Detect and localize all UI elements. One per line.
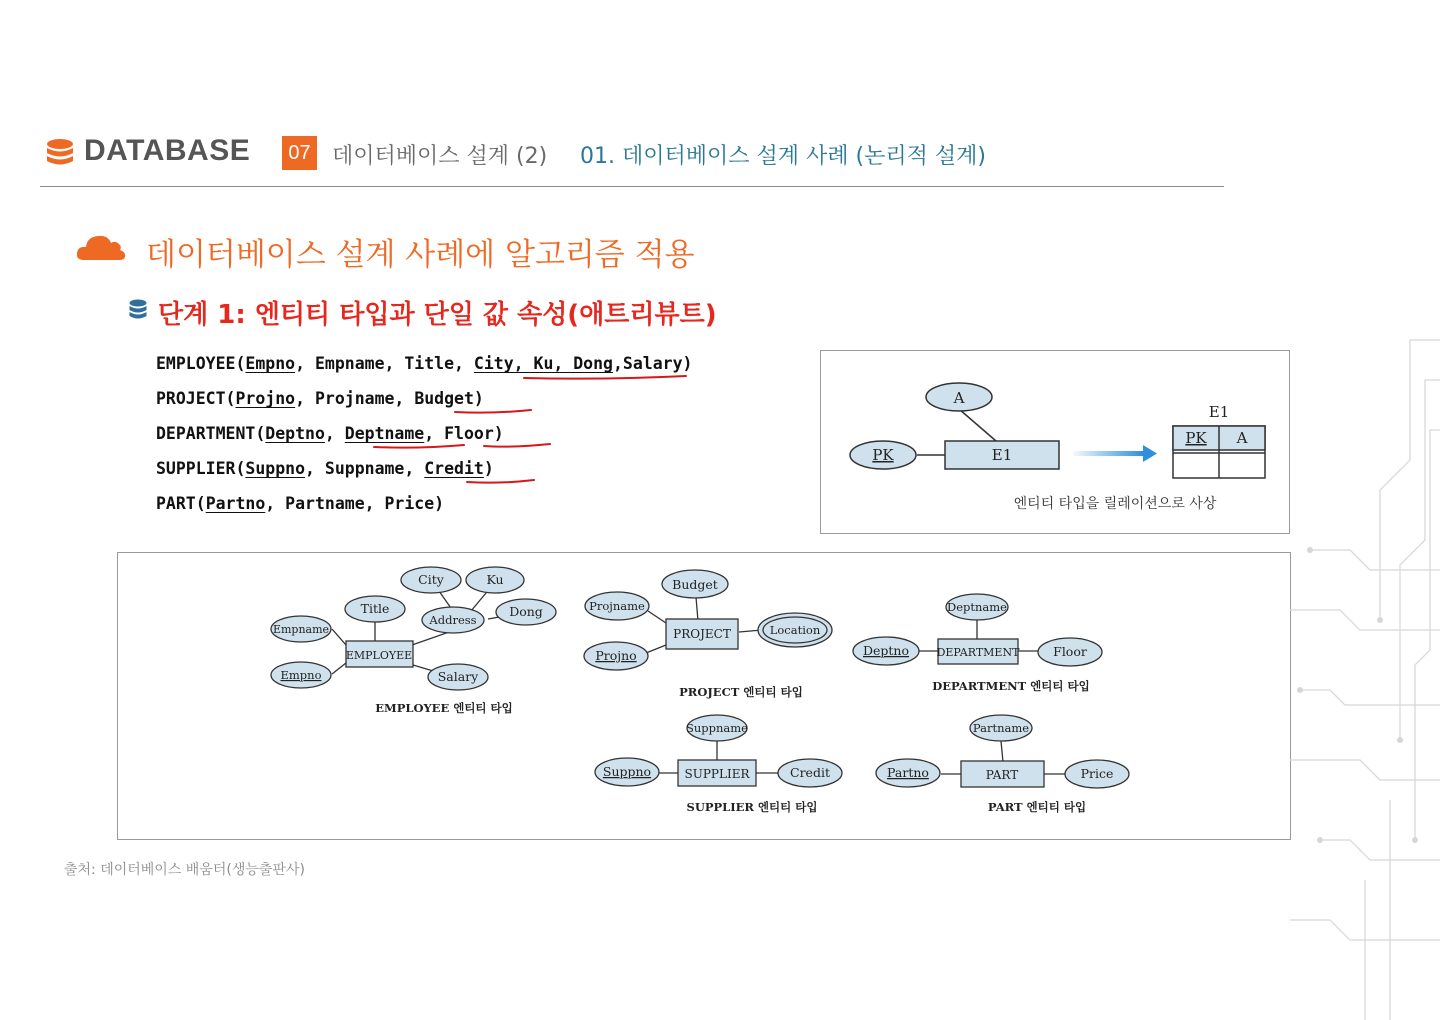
attr-floor-label: Floor (1053, 644, 1087, 659)
er-diagram-figure (117, 552, 1291, 840)
primary-key: Suppno (245, 459, 306, 478)
red-mark-budget (455, 410, 531, 413)
attr-dong-label: Dong (509, 604, 543, 619)
database-icon (44, 138, 76, 170)
attr-deptno-label: Deptno (862, 643, 910, 658)
sub-heading: 단계 1: 엔티티 타입과 단일 값 속성(애트리뷰트) (158, 300, 717, 330)
relation-supplier: SUPPLIER(Suppno, Suppname, Credit) (156, 459, 494, 478)
attr-title-label: Title (360, 601, 390, 616)
source-citation: 출처: 데이터베이스 배움터(생능출판사) (64, 862, 305, 878)
attr-credit-label: Credit (790, 765, 830, 780)
primary-key: Empno (245, 354, 296, 373)
marked-attributes: City, Ku, Dong (473, 354, 613, 373)
red-mark-city (524, 376, 686, 379)
entity-project-label: PROJECT (673, 627, 731, 641)
attr-empno-label: Empno (280, 668, 322, 682)
relation-department: DEPARTMENT(Deptno, Deptname, Floor) (156, 424, 504, 443)
attr-address-label: Address (429, 613, 477, 627)
mapping-caption: 엔티티 타입을 릴레이션으로 사상 (1013, 496, 1217, 512)
attr-deptname-label: Deptname (947, 600, 1007, 614)
attr-budget-label: Budget (672, 577, 718, 592)
primary-key: Partno (205, 494, 266, 513)
caption-project: PROJECT 엔티티 타입 (679, 685, 803, 699)
relation-employee: EMPLOYEE(Empno, Empname, Title, City, Ku, Dong,Salary) (156, 354, 693, 373)
red-mark-floor (484, 444, 550, 447)
entity-part-label: PART (985, 768, 1019, 782)
mapping-figure (820, 350, 1290, 534)
circuit-decoration (1290, 320, 1440, 1020)
attr-projno-label: Projno (595, 648, 637, 663)
col-pk: PK (1185, 429, 1207, 447)
caption-department: DEPARTMENT 엔티티 타입 (932, 679, 1090, 693)
caption-supplier: SUPPLIER 엔티티 타입 (686, 800, 818, 814)
marked-attribute: Budget (414, 389, 474, 408)
main-heading: 데이터베이스 설계 사례에 알고리즘 적용 (146, 237, 695, 273)
caption-employee: EMPLOYEE 엔티티 타입 (375, 701, 513, 715)
red-mark-deptname (374, 445, 464, 448)
attr-partno-label: Partno (887, 765, 929, 780)
attr-projname-label: Projname (589, 599, 645, 613)
section-title: 01. 데이터베이스 설계 사례 (논리적 설계) (580, 144, 986, 169)
attr-pk-label: PK (872, 446, 894, 464)
chapter-number-badge: 07 (282, 136, 317, 170)
marked-attribute: Credit (424, 459, 484, 478)
header-divider (40, 186, 1224, 187)
attr-salary-label: Salary (437, 669, 479, 684)
mapping-arrow (1073, 451, 1143, 456)
red-mark-credit (467, 480, 534, 483)
attr-suppno-label: Suppno (602, 764, 652, 779)
marked-attribute: Deptname (344, 424, 425, 443)
entity-supplier-label: SUPPLIER (684, 767, 750, 781)
table-name: E1 (1208, 403, 1230, 421)
entity-e1-label: E1 (991, 446, 1013, 464)
attr-ku-label: Ku (486, 572, 504, 587)
attr-partname-label: Partname (972, 721, 1030, 735)
relation-part: PART(Partno, Partname, Price) (156, 494, 445, 513)
relation-project: PROJECT(Projno, Projname, Budget) (156, 389, 484, 408)
primary-key: Deptno (265, 424, 325, 443)
attr-price-label: Price (1080, 766, 1114, 781)
attr-empname-label: Empname (272, 623, 330, 636)
entity-department-label: DEPARTMENT (936, 646, 1020, 659)
database-bullet-icon (128, 299, 148, 321)
attr-a-label: A (953, 389, 965, 407)
brand-title: DATABASE (84, 134, 251, 167)
col-a: A (1236, 429, 1248, 447)
caption-part: PART 엔티티 타입 (987, 800, 1087, 814)
cloud-icon (76, 232, 126, 262)
chapter-title: 데이터베이스 설계 (2) (332, 144, 548, 169)
entity-employee-label: EMPLOYEE (345, 649, 413, 662)
primary-key: Projno (235, 389, 296, 408)
attr-suppname-label: Suppname (686, 721, 748, 735)
attr-location-label: Location (769, 623, 821, 637)
attr-city-label: City (418, 572, 444, 587)
marked-attribute: Floor (444, 424, 494, 443)
